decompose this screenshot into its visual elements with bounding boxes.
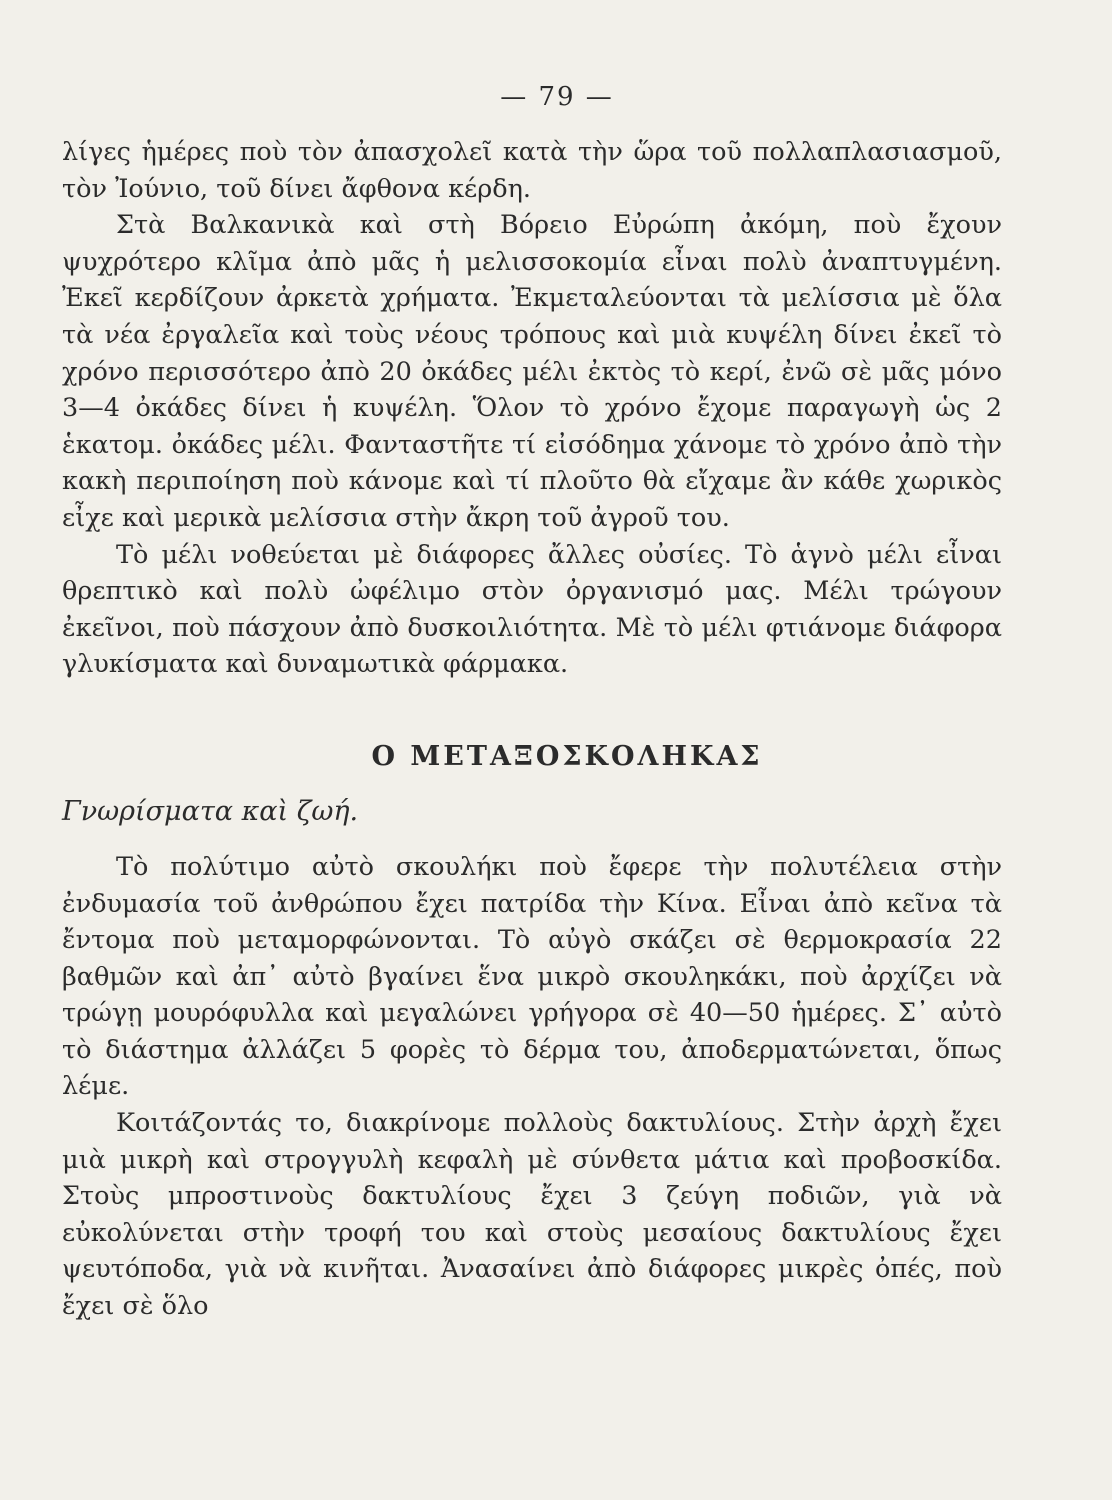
- page-number: — 79 —: [500, 82, 614, 112]
- section-title: Ο ΜΕΤΑΞΟΣΚΟΛΗΚΑΣ: [371, 740, 763, 772]
- paragraph-honey: Τὸ μέλι νοθεύεται μὲ διάφορες ἄλλες οὐσίες. Τὸ ἁγνὸ μέλι εἶναι θρεπτικὸ καὶ πολὺ ὠφέλιμο στὸν ὀργανισμό μας. Μέλι τρώγουν ἐκεῖνοι, ποὺ πάσχουν ἀπὸ δυσκοιλιότητα. Μὲ τὸ μέλι φτιάνομε διάφορα γλυκίσματα καὶ δυναμωτικὰ φάρμακα.: [62, 539, 1002, 680]
- paragraph-beekeeping: Στὰ Βαλκανικὰ καὶ στὴ Βόρειο Εὐρώπη ἀκόμη, ποὺ ἔχουν ψυχρότερο κλῖμα ἀπὸ μᾶς ἡ μελισσοκομία εἶναι πολὺ ἀναπτυγμένη. Ἐκεῖ κερδίζουν ἀρκετὰ χρήματα. Ἐκμεταλεύονται τὰ μελίσσια μὲ ὅλα τὰ νέα ἐργαλεῖα καὶ τοὺς νέους τρόπους καὶ μιὰ κυψέλη δίνει ἐκεῖ τὸ χρόνο περισσότερο ἀπὸ 20 ὀκάδες μέλι ἐκτὸς τὸ κερί, ἐνῶ σὲ μᾶς μόνο 3—4 ὀκάδες δίνει ἡ κυψέλη. Ὅλον τὸ χρόνο ἔχομε παραγωγὴ ὡς 2 ἑκατομ. ὀκάδες μέλι. Φανταστῆτε τί εἰσόδημα χάνομε τὸ χρόνο ἀπὸ τὴν κακὴ περιποίηση ποὺ κάνομε καὶ τί πλοῦτο θὰ εἴχαμε ἂν κάθε χωρικὸς εἶχε καὶ μερικὰ μελίσσια στὴν ἄκρη τοῦ ἀγροῦ του.: [62, 210, 1002, 533]
- paragraph-continued: λίγες ἡμέρες ποὺ τὸν ἀπασχολεῖ κατὰ τὴν ὥρα τοῦ πολλαπλασιασμοῦ, τὸν Ἰούνιο, τοῦ δίνει ἄφθονα κέρδη.: [62, 137, 1002, 204]
- paragraph-silkworm-origin: Τὸ πολύτιμο αὐτὸ σκουλήκι ποὺ ἔφερε τὴν πολυτέλεια στὴν ἐνδυμασία τοῦ ἀνθρώπου ἔχει πατρίδα τὴν Κίνα. Εἶναι ἀπὸ κεῖνα τὰ ἔντομα ποὺ μεταμορφώνονται. Τὸ αὐγὸ σκάζει σὲ θερμοκρασία 22 βαθμῶν καὶ ἀπ᾽ αὐτὸ βγαίνει ἕνα μικρὸ σκουληκάκι, ποὺ ἀρχίζει νὰ τρώγῃ μουρόφυλλα καὶ μεγαλώνει γρήγορα σὲ 40—50 ἡμέρες. Σ᾽ αὐτὸ τὸ διάστημα ἀλλάζει 5 φορὲς τὸ δέρμα του, ἀποδερματώνεται, ὅπως λέμε.: [62, 851, 1002, 1102]
- section-subtitle: Γνωρίσματα καὶ ζωή.: [62, 795, 359, 827]
- paragraph-silkworm-body: Κοιτάζοντάς το, διακρίνομε πολλοὺς δακτυλίους. Στὴν ἀρχὴ ἔχει μιὰ μικρὴ καὶ στρογγυλὴ κεφαλὴ μὲ σύνθετα μάτια καὶ προβοσκίδα. Στοὺς μπροστινοὺς δακτυλίους ἔχει 3 ζεύγη ποδιῶν, γιὰ νὰ εὐκολύνεται στὴν τροφή του καὶ στοὺς μεσαίους δακτυλίους ἔχει ψευτόποδα, γιὰ νὰ κινῆται. Ἀνασαίνει ἀπὸ διάφορες μικρὲς ὀπές, ποὺ ἔχει σὲ ὅλο: [62, 1108, 1002, 1322]
